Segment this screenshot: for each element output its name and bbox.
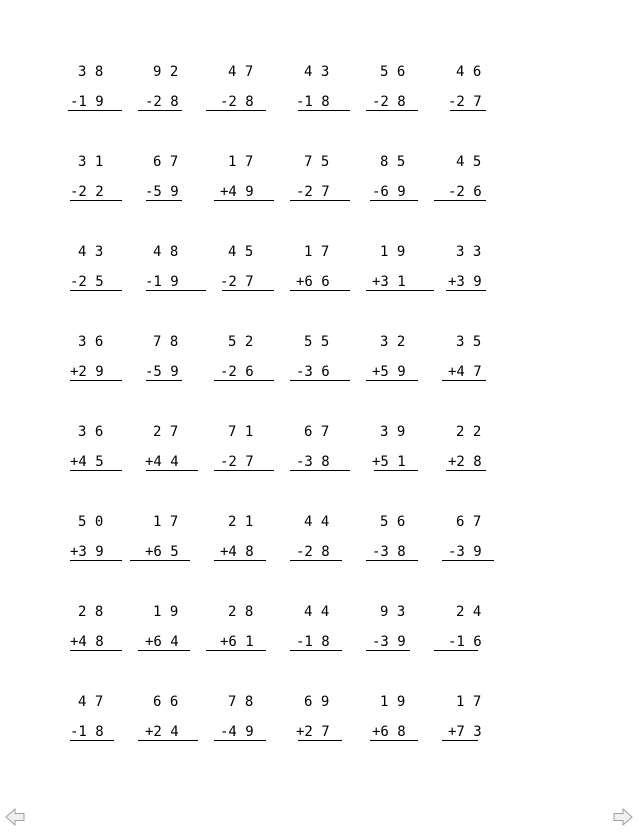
problem-operand: -2 8 [220,94,254,110]
problem-operand: +2 8 [448,454,482,470]
problem-top-number: 4 3 [78,244,104,260]
problem-operand: -2 2 [70,184,104,200]
problem-operand: +4 7 [448,364,482,380]
problem-top-number: 1 7 [456,694,482,710]
problem-top-number: 7 8 [228,694,254,710]
problem-operand: -2 7 [296,184,330,200]
problem-top-number: 4 3 [304,64,330,80]
problem-operand: +2 9 [70,364,104,380]
problem-operand: +3 1 [372,274,406,290]
problem-top-number: 1 9 [153,604,179,620]
problem-top-number: 2 2 [456,424,482,440]
problem-operand: -1 8 [296,94,330,110]
problem-top-number: 4 6 [456,64,482,80]
problem-operand: -2 8 [145,94,179,110]
problem-top-number: 3 2 [380,334,406,350]
problem-operand: +5 9 [372,364,406,380]
problem-operand: -6 9 [372,184,406,200]
answer-line [446,290,486,291]
problem-operand: +6 8 [372,724,406,740]
problem-top-number: 9 2 [153,64,179,80]
problem-top-number: 4 4 [304,604,330,620]
problem [0,154,641,216]
problem-operand: +4 8 [220,544,254,560]
problem-top-number: 7 5 [304,154,330,170]
problem-operand: +7 3 [448,724,482,740]
problem-operand: -5 9 [145,184,179,200]
problem-top-number: 3 9 [380,424,406,440]
problem-top-number: 4 8 [153,244,179,260]
problem-top-number: 6 7 [153,154,179,170]
problem-top-number: 6 7 [304,424,330,440]
problem [0,604,641,666]
previous-page-button[interactable] [4,806,26,828]
problem-top-number: 2 1 [228,514,254,530]
problem-top-number: 2 8 [228,604,254,620]
problem-top-number: 4 7 [228,64,254,80]
problem-operand: +4 8 [70,634,104,650]
problem-operand: +6 4 [145,634,179,650]
problem-top-number: 9 3 [380,604,406,620]
problem-top-number: 5 5 [304,334,330,350]
answer-line [450,110,486,111]
answer-line [434,650,478,651]
problem-operand: +4 5 [70,454,104,470]
problem-operand: -3 9 [448,544,482,560]
problem [0,514,641,576]
problem [0,244,641,306]
problem-top-number: 3 3 [456,244,482,260]
problem-operand: -3 8 [296,454,330,470]
problem-operand: -4 9 [220,724,254,740]
problem-operand: +3 9 [70,544,104,560]
problem-operand: +2 4 [145,724,179,740]
problem-top-number: 3 6 [78,334,104,350]
answer-line [442,560,494,561]
next-page-button[interactable] [612,806,634,828]
problem-top-number: 3 5 [456,334,482,350]
problem-top-number: 2 4 [456,604,482,620]
problem-operand: +4 9 [220,184,254,200]
problem-top-number: 8 5 [380,154,406,170]
problem-top-number: 2 7 [153,424,179,440]
left-arrow-icon [4,806,26,828]
problem-top-number: 7 8 [153,334,179,350]
problem-operand: -2 7 [220,454,254,470]
problem-operand: -1 8 [70,724,104,740]
answer-line [442,380,486,381]
problem-top-number: 7 1 [228,424,254,440]
answer-line [434,200,486,201]
problem-operand: -3 8 [372,544,406,560]
problem-operand: -1 6 [448,634,482,650]
problem-top-number: 5 6 [380,514,406,530]
problem-operand: +4 4 [145,454,179,470]
problem-top-number: 6 9 [304,694,330,710]
problem-top-number: 6 6 [153,694,179,710]
problem-operand: -2 7 [448,94,482,110]
problem-top-number: 5 2 [228,334,254,350]
problem-top-number: 4 7 [78,694,104,710]
problem-top-number: 5 6 [380,64,406,80]
problem-operand: -3 9 [372,634,406,650]
answer-line [446,470,486,471]
problem-operand: +6 6 [296,274,330,290]
problem-operand: -3 6 [296,364,330,380]
problem-operand: +5 1 [372,454,406,470]
problem-top-number: 3 6 [78,424,104,440]
problem-operand: -1 8 [296,634,330,650]
problem-operand: +6 5 [145,544,179,560]
problem-top-number: 4 5 [456,154,482,170]
answer-line [442,740,478,741]
problem-top-number: 1 7 [304,244,330,260]
problem-operand: -2 8 [296,544,330,560]
problem-operand: -2 7 [220,274,254,290]
problem-top-number: 1 7 [228,154,254,170]
problem-operand: -5 9 [145,364,179,380]
problem [0,334,641,396]
problem-operand: +6 1 [220,634,254,650]
problem-top-number: 1 9 [380,244,406,260]
problem-operand: -2 5 [70,274,104,290]
problem [0,424,641,486]
problem-operand: +2 7 [296,724,330,740]
problem-top-number: 3 8 [78,64,104,80]
problem-top-number: 6 7 [456,514,482,530]
problem-top-number: 2 8 [78,604,104,620]
problem-top-number: 3 1 [78,154,104,170]
problem [0,64,641,126]
problem-operand: -2 6 [448,184,482,200]
problem-operand: +3 9 [448,274,482,290]
problem-top-number: 4 5 [228,244,254,260]
problem-operand: -2 6 [220,364,254,380]
problem-top-number: 1 7 [153,514,179,530]
problem [0,694,641,756]
problem-top-number: 1 9 [380,694,406,710]
problem-top-number: 5 0 [78,514,104,530]
right-arrow-icon [612,806,634,828]
problem-operand: -1 9 [70,94,104,110]
problem-top-number: 4 4 [304,514,330,530]
problem-operand: -2 8 [372,94,406,110]
problem-operand: -1 9 [145,274,179,290]
